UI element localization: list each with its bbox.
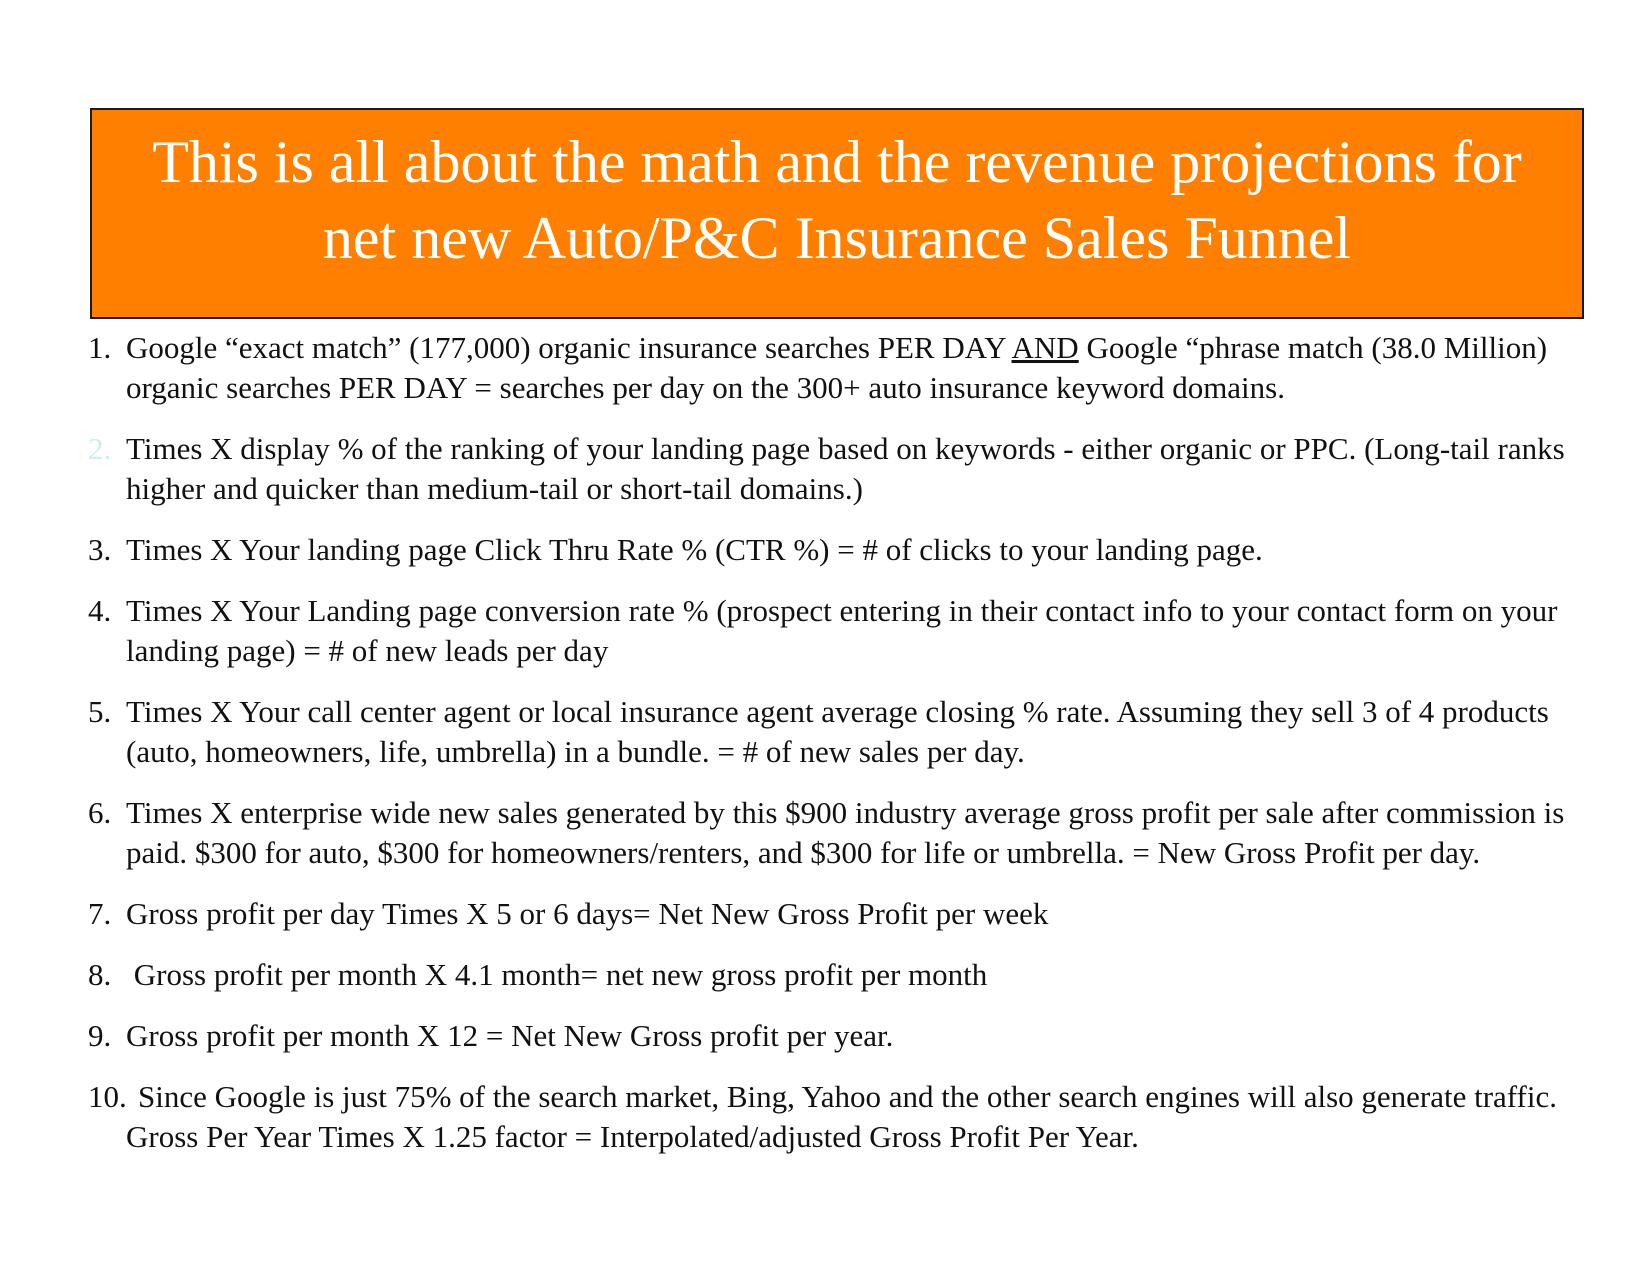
step-number: 6. (88, 795, 112, 830)
title-line-1: This is all about the math and the revenue projections for (152, 129, 1522, 195)
step-number: 7. (88, 896, 112, 931)
list-item (88, 692, 1588, 772)
step-number: 4. (88, 593, 112, 628)
step-number: 5. (88, 694, 112, 729)
list-item (88, 328, 1588, 408)
step-text: Gross profit per day Times X 5 or 6 days= Net New Gross Profit per week (126, 896, 1049, 931)
underlined-and: AND (1011, 330, 1079, 365)
step-text: Google “exact match” (177,000) organic insurance searches PER DAY AND Google “phrase match (38.0 Million) organic searches PER DAY = searches per day on the 300+ auto insurance keyword domains. (126, 330, 1548, 405)
step-text: Times X display % of the ranking of your landing page based on keywords - either organic or PPC. (Long-tail ranks higher and quicker than medium-tail or short-tail domains.) (126, 431, 1565, 506)
funnel-steps-list (88, 328, 1588, 1178)
list-item (88, 591, 1588, 671)
list-item (88, 429, 1588, 509)
step-number: 10. (88, 1079, 127, 1114)
step-text: Times X enterprise wide new sales generated by this $900 industry average gross profit per sale after commission is paid. $300 for auto, $300 for homeowners/renters, and $300 for life or umbrella. = New Gross Profit per day. (126, 795, 1565, 870)
step-number: 1. (88, 330, 112, 365)
title-line-2: net new Auto/P&C Insurance Sales Funnel (322, 205, 1352, 271)
step-number: 8. (88, 957, 112, 992)
page-title (92, 124, 1582, 276)
list-item (88, 955, 1588, 995)
step-number: 2. (88, 431, 112, 466)
list-item (88, 1016, 1588, 1056)
title-banner (90, 108, 1584, 319)
step-text: Gross profit per month X 4.1 month= net new gross profit per month (126, 957, 988, 992)
list-item (88, 894, 1588, 934)
step-text: Since Google is just 75% of the search market, Bing, Yahoo and the other search engines will also generate traffic. Gross Per Year Times X 1.25 factor = Interpolated/adjusted Gross Profit Per Year. (126, 1079, 1558, 1154)
step-text: Times X Your landing page Click Thru Rate % (CTR %) = # of clicks to your landing page. (126, 532, 1263, 567)
step-text: Times X Your Landing page conversion rate % (prospect entering in their contact info to your contact form on your landing page) = # of new leads per day (126, 593, 1558, 668)
step-text: Gross profit per month X 12 = Net New Gross profit per year. (126, 1018, 894, 1053)
step-text: Times X Your call center agent or local insurance agent average closing % rate. Assuming they sell 3 of 4 products (auto, homeowners, life, umbrella) in a bundle. = # of new sales per day. (126, 694, 1549, 769)
list-item (88, 793, 1588, 873)
list-item (88, 1077, 1588, 1157)
step-number: 3. (88, 532, 112, 567)
list-item (88, 530, 1588, 570)
step-number: 9. (88, 1018, 112, 1053)
